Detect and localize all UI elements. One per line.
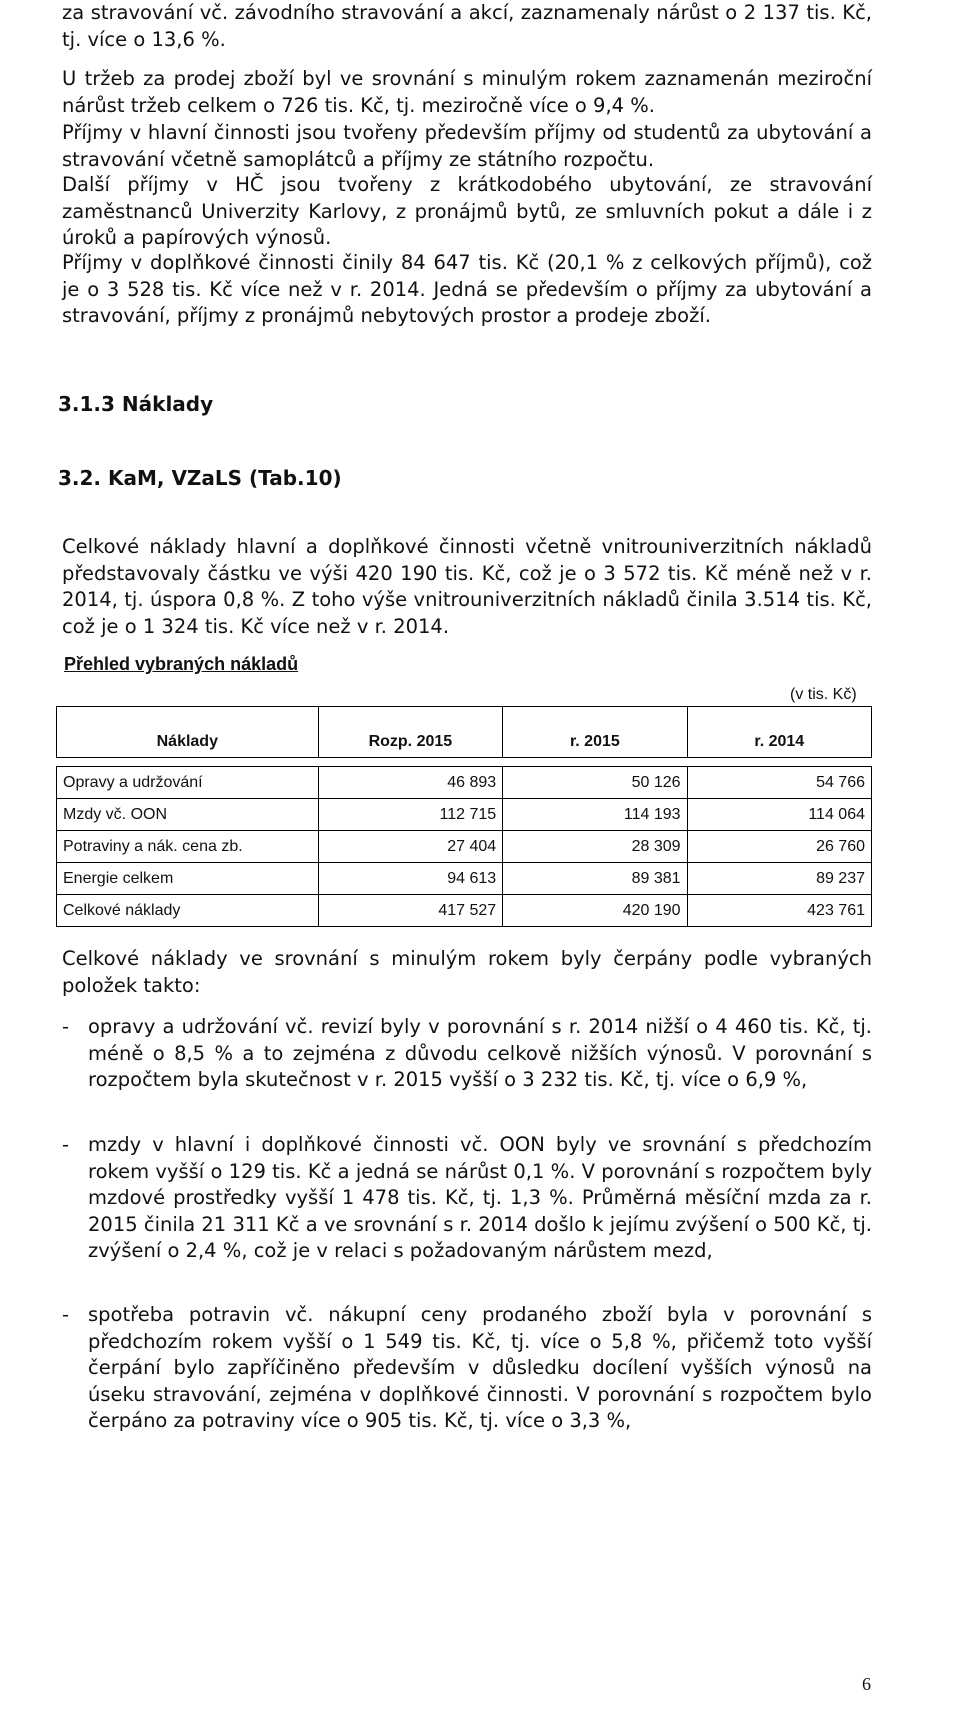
list-item <box>62 1132 872 1265</box>
header-cell: Rozp. 2015 <box>318 707 503 758</box>
paragraph-main-income: Příjmy v hlavní činnosti jsou tvořeny především příjmy od studentů za ubytování a stravování včetně samoplátců a příjmy ze státního rozpočtu. <box>62 121 872 171</box>
table-row <box>57 863 872 895</box>
table-row <box>57 767 872 799</box>
table-cell: 114 064 <box>687 799 871 831</box>
table-cell: 89 237 <box>687 863 871 895</box>
table-unit: (v tis. Kč) <box>790 686 857 703</box>
table-cell: 89 381 <box>503 863 687 895</box>
table-cell: Mzdy vč. OON <box>57 799 319 831</box>
header-cell: r. 2014 <box>687 707 871 758</box>
header-cell: r. 2015 <box>503 707 687 758</box>
table-cell: 114 193 <box>503 799 687 831</box>
table-cell: 420 190 <box>503 895 687 927</box>
paragraph-revenue-goods: U tržeb za prodej zboží byl ve srovnání s minulým rokem zaznamenán meziroční nárůst tržeb celkem o 726 tis. Kč, tj. meziročně více o 9,4 %. <box>62 67 872 117</box>
table-cell: 417 527 <box>318 895 503 927</box>
table-cell: Celkové náklady <box>57 895 319 927</box>
table-cell: 26 760 <box>687 831 871 863</box>
header-cell: Náklady <box>57 707 319 758</box>
list-item-text: mzdy v hlavní i doplňkové činnosti vč. OON byly ve srovnání s předchozím rokem vyšší o 129 tis. Kč a jedná se nárůst 0,1 %. V porovnání s rozpočtem byly mzdové prostředky vyšší 1 478 tis. Kč, tj. 1,3 %. Průměrná měsíční mzda za r. 2015 činila 21 311 Kč a ve srovnání s r. 2014 došlo k jejímu zvýšení o 500 Kč, tj. zvýšení o 2,4 %, což je v relaci s požadovaným nárůstem mezd, <box>88 1133 872 1262</box>
page-number: 6 <box>862 1674 871 1694</box>
table-row <box>57 831 872 863</box>
table-row <box>57 799 872 831</box>
table-cell: 28 309 <box>503 831 687 863</box>
table-cell: 46 893 <box>318 767 503 799</box>
table-cell: 50 126 <box>503 767 687 799</box>
table-cell: Energie celkem <box>57 863 319 895</box>
list-item-text: opravy a udržování vč. revizí byly v porovnání s r. 2014 nižší o 4 460 tis. Kč, tj. méně o 8,5 % a to zejména z důvodu celkově nižších výnosů. V porovnání s rozpočtem byla skutečnost v r. 2015 vyšší o 3 232 tis. Kč, tj. více o 6,9 %, <box>88 1015 872 1091</box>
paragraph-other-income: Další příjmy v HČ jsou tvořeny z krátkodobého ubytování, ze stravování zaměstnanců Univerzity Karlovy, z pronájmů bytů, ze smluvních pokut a dále i z úroků a papírových výnosů. <box>62 173 872 249</box>
table-cell: 112 715 <box>318 799 503 831</box>
list-item <box>62 1014 872 1094</box>
costs-table <box>56 706 872 927</box>
table-cell: 94 613 <box>318 863 503 895</box>
table-cell: 54 766 <box>687 767 871 799</box>
dash-marker: - <box>62 1303 70 1326</box>
table-spacer-row <box>57 758 872 767</box>
heading-kam-vzals: 3.2. KaM, VZaLS (Tab.10) <box>58 466 342 490</box>
table-title: Přehled vybraných nákladů <box>64 654 299 674</box>
list-item <box>62 1302 872 1435</box>
table-cell: 423 761 <box>687 895 871 927</box>
paragraph-revenue-catering: za stravování vč. závodního stravování a akcí, zaznamenaly nárůst o 2 137 tis. Kč, tj. více o 13,6 %. <box>62 1 872 51</box>
paragraph-total-costs: Celkové náklady hlavní a doplňkové činnosti včetně vnitrouniverzitních nákladů představovaly částku ve výši 420 190 tis. Kč, což je o 3 572 tis. Kč méně než v r. 2014, tj. úspora 0,8 %. Z toho výše vnitrouniverzitních nákladů činila 3.514 tis. Kč, což je o 1 324 tis. Kč více než v r. 2014. <box>62 535 872 638</box>
paragraph-supplementary-income: Příjmy v doplňkové činnosti činily 84 647 tis. Kč (20,1 % z celkových příjmů), což je o 3 528 tis. Kč více než v r. 2014. Jedná se především o příjmy za ubytování a stravování, příjmy z pronájmů nebytových prostor a prodeje zboží. <box>62 251 872 327</box>
table-cell: Opravy a udržování <box>57 767 319 799</box>
table-row <box>57 895 872 927</box>
table-cell: Potraviny a nák. cena zb. <box>57 831 319 863</box>
dash-marker: - <box>62 1015 70 1038</box>
dash-marker: - <box>62 1133 70 1156</box>
paragraph-costs-comparison: Celkové náklady ve srovnání s minulým rokem byly čerpány podle vybraných položek takto: <box>62 947 872 997</box>
table-header-row <box>57 707 872 758</box>
table-cell: 27 404 <box>318 831 503 863</box>
list-item-text: spotřeba potravin vč. nákupní ceny prodaného zboží byla v porovnání s předchozím rokem vyšší o 1 549 tis. Kč, tj. více o 5,8 %, přičemž toto vyšší čerpání bylo zapříčiněno především v důsledku docílení vyšších výnosů na úseku stravování, zejména v doplňkové činnosti. V porovnání s rozpočtem bylo čerpáno za potraviny více o 905 tis. Kč, tj. více o 3,3 %, <box>88 1303 872 1432</box>
heading-naklady: 3.1.3 Náklady <box>58 392 214 416</box>
